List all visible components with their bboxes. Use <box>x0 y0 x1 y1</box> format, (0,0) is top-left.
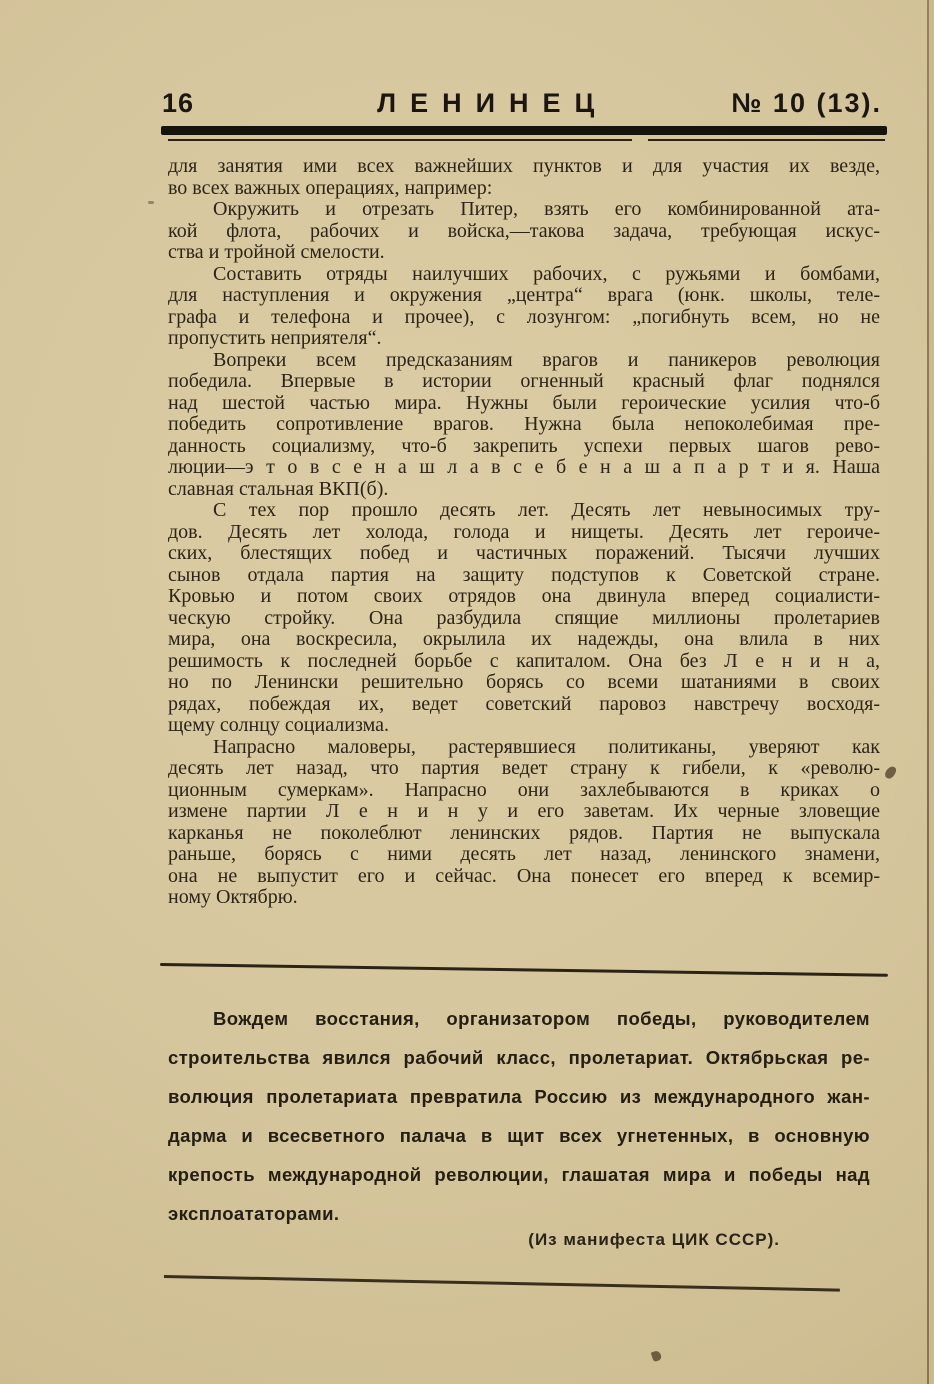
text-line: пропустить неприятеля“. <box>168 327 382 349</box>
scan-speck <box>651 1350 663 1362</box>
text-line: десять лет назад, что партия ведет страну к гибели, к «револю- <box>168 757 880 779</box>
text-line: победила. Впервые в истории огненный красный флаг поднялся <box>168 370 880 392</box>
text-line: над шестой частью мира. Нужны были героические усилия что-б <box>168 391 880 414</box>
text-line: измене партии Л е н и н у и его заветам. Их черные зловещие <box>168 800 880 822</box>
text-line: но по Ленински решительно борясь со всеми шатаниями в своих <box>168 671 880 693</box>
paragraph <box>168 350 880 501</box>
quote-line: строительства явился рабочий класс, пролетариат. Октябрьская ре- <box>168 1047 870 1068</box>
text-line: кой флота, рабочих и войска,—такова задача, требующая искус- <box>168 219 880 242</box>
text-line: она не выпустит его и сейчас. Она понесет его вперед к всемир- <box>168 864 880 887</box>
quote-line: волюция пролетариата превратила Россию из международного жан- <box>168 1086 870 1107</box>
text-line: славная стальная ВКП(б). <box>168 477 389 500</box>
text-line: данность социализму, что-б закрепить успехи первых шагов рево- <box>168 434 880 457</box>
text-line: для занятия ими всех важнейших пунктов и для участия их везде, <box>168 155 880 177</box>
text-line: карканья не поколеблют ленинских рядов. Партия не выпускала <box>168 821 880 844</box>
quote-attribution: (Из манифеста ЦИК СССР). <box>528 1230 780 1249</box>
paragraph <box>168 156 880 199</box>
text-line: сынов отдала партия на защиту подступов к Советской стране. <box>168 563 880 586</box>
text-line: люции—э т о в с е н а ш л а в с е б е н а ш а п а р т и я. Наша <box>168 456 880 478</box>
quote-block <box>168 999 870 1233</box>
text-line: мира, она воскресила, окрылила их надежды, она влила в них <box>168 628 880 650</box>
header-rule-thin-left <box>168 139 632 141</box>
text-line: Напрасно маловеры, растерявшиеся политиканы, уверяют как <box>213 735 880 758</box>
page-number: 16 <box>162 88 195 118</box>
text-line: ства и тройной смелости. <box>168 241 385 263</box>
scan-speck <box>148 201 154 204</box>
newspaper-title: ЛЕНИНЕЦ <box>377 88 609 118</box>
text-line: раньше, борясь с ними десять лет назад, ленинского знамени, <box>168 843 880 865</box>
header-rule-thick <box>161 126 887 135</box>
text-line: С тех пор прошло десять лет. Десять лет невыносимых тру- <box>213 499 880 521</box>
text-line: победить сопротивление врагов. Нужна была непоколебимая пре- <box>168 413 880 435</box>
article-body <box>168 156 880 909</box>
quote-line: эксплоататорами. <box>168 1203 340 1224</box>
text-line: рядах, побеждая их, ведет советский паровоз навстречу восходя- <box>168 692 880 715</box>
text-line: ческую стройку. Она разбудила спящие миллионы пролетариев <box>168 606 880 629</box>
text-line: Кровью и потом своих отрядов она двинула вперед социалисти- <box>168 585 880 607</box>
scan-speck <box>883 765 897 781</box>
page-edge-strip <box>929 0 934 1384</box>
quote-line: Вождем восстания, организатором победы, руководителем <box>213 1008 870 1029</box>
page-header <box>162 88 882 119</box>
paragraph <box>168 199 880 264</box>
text-line: для наступления и окружения „центра“ врага (юнк. школы, теле- <box>168 284 880 306</box>
text-line: щему солнцу социализма. <box>168 714 389 736</box>
text-line: решимость к последней борьбе с капиталом. Она без Л е н и н а, <box>168 649 880 672</box>
text-line: дов. Десять лет холода, голода и нищеты. Десять лет героиче- <box>168 520 880 543</box>
text-line: Окружить и отрезать Питер, взять его комбинированной ата- <box>213 198 880 220</box>
paragraph <box>168 264 880 350</box>
text-line: ционным сумеркам». Напрасно они захлебываются в криках о <box>168 778 880 801</box>
section-divider-rule <box>160 963 888 977</box>
quote-line: крепость международной революции, глашатая мира и победы над <box>168 1164 870 1185</box>
text-line: Составить отряды наилучших рабочих, с ружьями и бомбами, <box>213 262 880 285</box>
footer-rule <box>164 1275 840 1291</box>
text-line: во всех важных операциях, например: <box>168 176 493 199</box>
header-rule-thin-right <box>648 139 885 141</box>
text-line: ному Октябрю. <box>168 886 298 908</box>
text-line: ских, блестящих побед и частичных поражений. Тысячи лучших <box>168 542 880 564</box>
quote-line: дарма и всесветного палача в щит всех угнетенных, в основную <box>168 1125 870 1146</box>
text-line: Вопреки всем предсказаниям врагов и паникеров революция <box>213 348 880 371</box>
paragraph <box>168 500 880 737</box>
issue-number: № 10 (13). <box>731 88 882 118</box>
paragraph <box>168 737 880 909</box>
text-line: графа и телефона и прочее), с лозунгом: „погибнуть всем, но не <box>168 305 880 328</box>
